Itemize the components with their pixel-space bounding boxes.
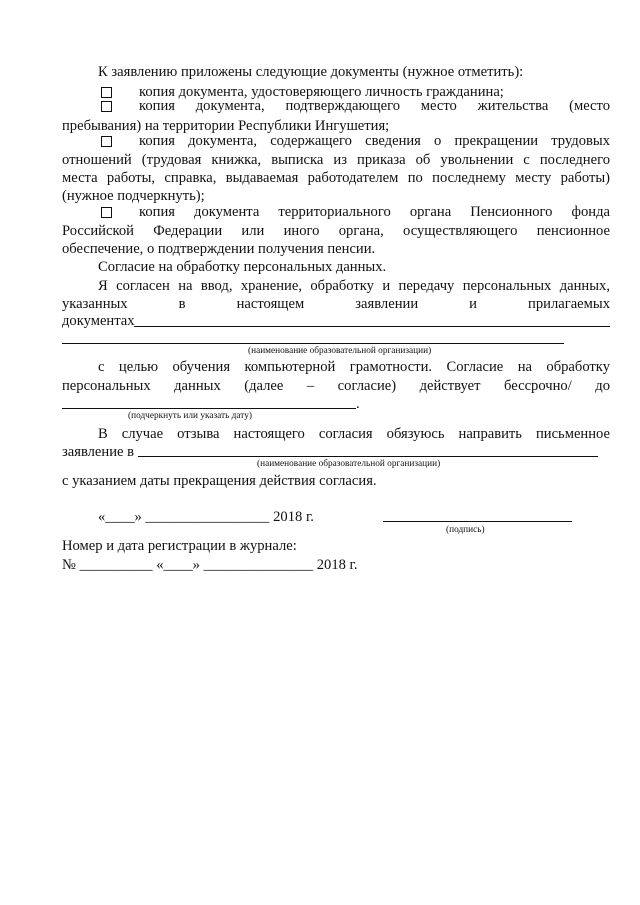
consent-text-line1: Я согласен на ввод, хранение, обработку и передачу персональных данных, — [98, 278, 610, 294]
attachment-pension-doc-line2: Российской Федерации или иного органа, осуществляющего пенсионное — [62, 223, 610, 239]
signature-date[interactable]: «____» _________________ 2018 г. — [98, 509, 314, 525]
attachment-employment-doc-line1: копия документа, содержащего сведения о прекращении трудовых — [139, 133, 610, 149]
caption-organization-name: (наименование образовательной организации) — [248, 346, 432, 356]
revocation-line2: заявление в — [62, 444, 135, 460]
consent-purpose-line1: с целью обучения компьютерной грамотности. Согласие на обработку — [98, 359, 610, 375]
attachment-employment-doc-line3: места работы, справка, выдаваемая работодателем по последнему месту работы) — [62, 170, 610, 186]
consent-text-line2: указанных в настоящем заявлении и прилагаемых — [62, 296, 610, 312]
checkbox-pension-doc[interactable] — [101, 207, 112, 218]
signature-line[interactable] — [383, 521, 572, 522]
consent-end-period: . — [356, 396, 360, 412]
caption-date: (подчеркнуть или указать дату) — [128, 411, 252, 421]
checkbox-identity-doc[interactable] — [101, 87, 112, 98]
revocation-organization-line[interactable] — [138, 456, 598, 457]
attachment-identity-doc: копия документа, удостоверяющего личность гражданина; — [139, 84, 504, 100]
revocation-line1: В случае отзыва настоящего согласия обязуюсь направить письменное — [98, 426, 610, 442]
attachments-intro: К заявлению приложены следующие документы (нужное отметить): — [98, 64, 524, 80]
attachment-employment-doc-line4: (нужное подчеркнуть); — [62, 188, 205, 204]
consent-end-date-line[interactable] — [62, 408, 356, 409]
revocation-line3: с указанием даты прекращения действия согласия. — [62, 473, 377, 489]
consent-text-line3: документах — [62, 313, 135, 329]
registration-label: Номер и дата регистрации в журнале: — [62, 538, 297, 554]
organization-name-line-1[interactable] — [134, 326, 610, 327]
registration-number-date[interactable]: № __________ «____» _______________ 2018 г. — [62, 557, 358, 573]
checkbox-residence-doc[interactable] — [101, 101, 112, 112]
consent-title: Согласие на обработку персональных данных. — [98, 259, 387, 275]
attachment-residence-doc-line1: копия документа, подтверждающего место жительства (место — [139, 98, 610, 114]
attachment-pension-doc-line3: обеспечение, о подтверждении получения пенсии. — [62, 241, 376, 257]
organization-name-line-2[interactable] — [62, 343, 564, 344]
checkbox-employment-doc[interactable] — [101, 136, 112, 147]
attachment-pension-doc-line1: копия документа территориального органа Пенсионного фонда — [139, 204, 610, 220]
consent-purpose-line2: персональных данных (далее – согласие) действует бессрочно/ до — [62, 378, 610, 394]
attachment-employment-doc-line2: отношений (трудовая книжка, выписка из приказа об увольнении с последнего — [62, 152, 610, 168]
attachment-residence-doc-line2: пребывания) на территории Республики Ингушетия; — [62, 118, 390, 134]
caption-signature: (подпись) — [446, 525, 485, 535]
caption-organization-name-2: (наименование образовательной организации) — [257, 459, 441, 469]
